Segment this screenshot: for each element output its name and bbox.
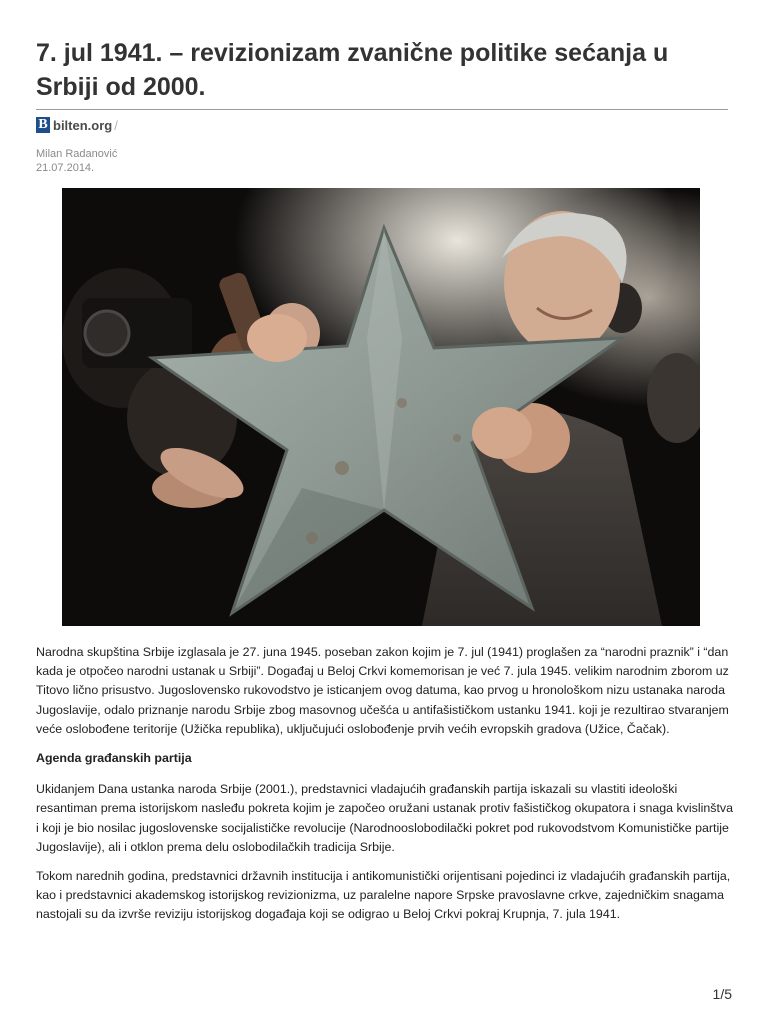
article-body: [36, 643, 736, 935]
source-link[interactable]: bilten.org: [53, 117, 113, 133]
article-photo: [62, 188, 700, 626]
bilten-logo-icon: B: [36, 117, 50, 133]
author-name: Milan Radanović: [36, 148, 118, 160]
article-title: 7. jul 1941. – revizionizam zvanične politike sećanja u Srbiji od 2000.: [36, 39, 669, 101]
page-number: 1/5: [712, 986, 732, 1002]
section-heading: Agenda građanskih partija: [36, 751, 192, 766]
publish-date: 21.07.2014.: [36, 162, 95, 174]
paragraph-3: Tokom narednih godina, predstavnici državnih institucija i antikomunistički orijentisani pojedinci iz vladajućih građanskih partija, kao i predstavnici akademskog istorijskog revizionizma, uz paralelne napore Srpske pravoslavne crkve, zajedničkim snagama nastojali su da izvrše reviziju istorijskog događaja koji se odigrao u Beloj Crkvi pokraj Krupnja, 7. jula 1941.: [36, 869, 731, 922]
source-line: [36, 115, 118, 135]
article-meta: [36, 147, 117, 175]
title-divider: [36, 109, 728, 110]
source-separator: /: [114, 117, 118, 133]
paragraph-1: Narodna skupština Srbije izglasala je 27. juna 1945. poseban zakon kojim je 7. jul (1941) proglašen za “narodni praznik” i “dan kada je otpočeo narodni ustanak u Srbiji”. Događaj u Beloj Crkvi komemorisan je već 7. jula 1945. velikim narodnim zborom uz Titovo lično prisustvo. Jugoslovensko rukovodstvo je isticanjem ovog datuma, kao prvog u hronološkom nizu ustanaka naroda Jugoslavije, odalo priznanje narodu Srbije zbog masovnog učešća u antifašističkom ustanku 1941. koji je rezultirao stvaranjem veće oslobođene teritorije (Užička republika), uključujući oslobođenje prvih većih evropskih gradova (Užice, Čačak).: [36, 645, 729, 736]
paragraph-2: Ukidanjem Dana ustanka naroda Srbije (2001.), predstavnici vladajućih građanskih partija iskazali su vlastiti ideološki resantiman prema istorijskom nasleđu pokreta kojim je započeo oružani ustanak protiv fašističkog okupatora i snaga kvislinštva i koji je bio nosilac jugoslovenske socijalističke revolucije (Narodnooslobodilački pokret pod rukovodstvom Komunističke partije Jugoslavije), ali i otklon prema delu oslobodilačkih tradicija Srbije.: [36, 782, 733, 854]
